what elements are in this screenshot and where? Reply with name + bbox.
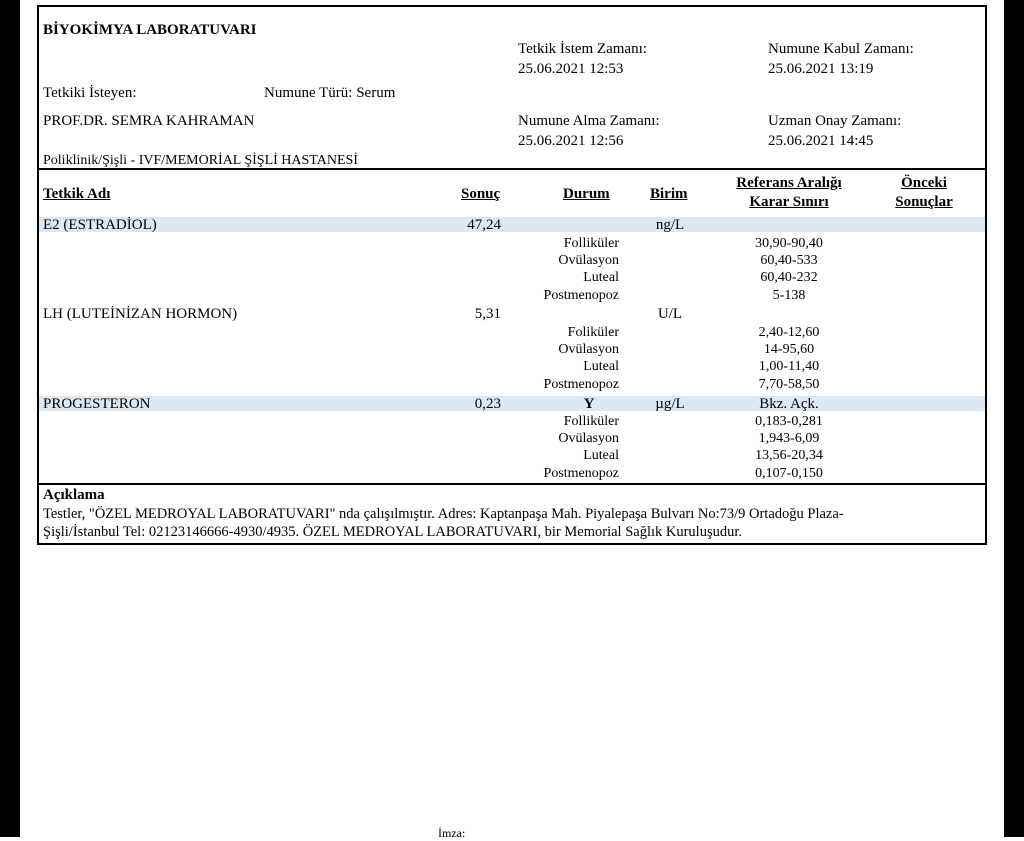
istem-label: Tetkik İstem Zamanı: <box>518 41 647 57</box>
phase-label: Postmenopoz <box>543 377 619 392</box>
aciklama-title: Açıklama <box>43 487 105 503</box>
test-unit-e2: ng/L <box>655 217 685 233</box>
phase-label: Ovülasyon <box>558 253 619 268</box>
test-ref-progesteron: Bkz. Açk. <box>759 396 819 412</box>
phase-label: Postmenopoz <box>543 288 619 303</box>
test-result-progesteron: 0,23 <box>474 396 501 412</box>
phase-ref: 5-138 <box>772 288 806 303</box>
test-status-progesteron: Y <box>583 396 595 412</box>
phase-label: Folliküler <box>563 236 619 251</box>
test-unit-progesteron: µg/L <box>655 396 685 412</box>
phase-ref: 0,107-0,150 <box>755 466 823 481</box>
col-sonuc: Sonuç <box>461 186 501 202</box>
phase-label: Ovülasyon <box>558 431 619 446</box>
col-onceki-line2: Sonuçlar <box>895 194 953 210</box>
test-name-e2: E2 (ESTRADİOL) <box>43 217 157 233</box>
kabul-label: Numune Kabul Zamanı: <box>768 41 914 57</box>
test-name-lh: LH (LUTEİNİZAN HORMON) <box>43 306 238 322</box>
phase-ref: 13,56-20,34 <box>755 448 823 463</box>
col-referans-line1: Referans Aralığı <box>736 175 842 191</box>
col-onceki-line1: Önceki <box>901 175 947 191</box>
signature-label: İmza: <box>438 826 466 840</box>
phase-ref: 7,70-58,50 <box>758 377 820 392</box>
phase-ref: 2,40-12,60 <box>758 325 820 340</box>
clinic-name: Poliklinik/Şişli - IVF/MEMORİAL ŞİŞLİ HASTANESİ <box>43 153 358 168</box>
phase-ref: 1,943-6,09 <box>758 431 820 446</box>
alma-value: 25.06.2021 12:56 <box>518 133 624 149</box>
left-dark-margin <box>0 0 20 837</box>
aciklama-line2: Şişli/İstanbul Tel: 02123146666-4930/4935. ÖZEL MEDROYAL LABORATUVARI, bir Memorial Sağlık Kuruluşudur. <box>43 524 742 540</box>
phase-label: Ovülasyon <box>558 342 619 357</box>
lab-report <box>37 5 987 545</box>
test-unit-lh: U/L <box>657 306 683 322</box>
col-birim: Birim <box>650 186 688 202</box>
phase-label: Luteal <box>583 448 619 463</box>
right-dark-margin <box>1004 0 1024 837</box>
phase-label: Folliküler <box>563 414 619 429</box>
test-result-lh: 5,31 <box>474 306 501 322</box>
col-tetkik-adi: Tetkik Adı <box>43 186 111 202</box>
aciklama-line1: Testler, "ÖZEL MEDROYAL LABORATUVARI" nda çalışılmıştır. Adres: Kaptanpaşa Mah. Piyalepaşa Bulvarı No:73/9 Ortadoğu Plaza- <box>43 506 844 522</box>
phase-ref: 30,90-90,40 <box>755 236 823 251</box>
phase-ref: 0,183-0,281 <box>755 414 823 429</box>
test-name-progesteron: PROGESTERON <box>43 396 151 412</box>
phase-label: Luteal <box>583 359 619 374</box>
phase-ref: 60,40-533 <box>760 253 818 268</box>
phase-label: Luteal <box>583 270 619 285</box>
lab-title: BİYOKİMYA LABORATUVARI <box>43 22 257 38</box>
col-durum: Durum <box>563 186 610 202</box>
document-page <box>20 0 1004 840</box>
col-referans-line2: Karar Sınırı <box>749 194 829 210</box>
alma-label: Numune Alma Zamanı: <box>518 113 660 129</box>
phase-ref: 14-95,60 <box>763 342 815 357</box>
divider-header <box>39 168 985 170</box>
onay-value: 25.06.2021 14:45 <box>768 133 874 149</box>
test-result-e2: 47,24 <box>467 217 501 233</box>
doctor-name: PROF.DR. SEMRA KAHRAMAN <box>43 113 255 129</box>
kabul-value: 25.06.2021 13:19 <box>768 61 874 77</box>
phase-label: Postmenopoz <box>543 466 619 481</box>
phase-ref: 60,40-232 <box>760 270 818 285</box>
istem-value: 25.06.2021 12:53 <box>518 61 624 77</box>
isteyen-label: Tetkiki İsteyen: <box>43 85 137 101</box>
onay-label: Uzman Onay Zamanı: <box>768 113 902 129</box>
divider-aciklama <box>39 483 985 485</box>
phase-label: Foliküler <box>567 325 619 340</box>
row-highlight-e2 <box>39 217 985 232</box>
numune-turu: Numune Türü: Serum <box>264 85 396 101</box>
phase-ref: 1,00-11,40 <box>758 359 820 374</box>
